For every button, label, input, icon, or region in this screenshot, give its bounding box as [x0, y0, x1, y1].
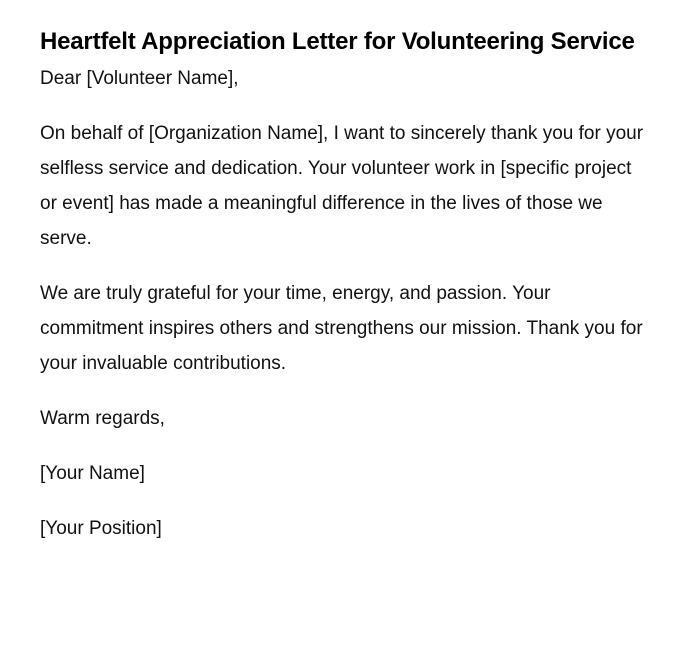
letter-paragraph-2: We are truly grateful for your time, energy, and passion. Your commitment inspires others and strengthens our mission. Thank you for your invaluable contributions. — [40, 283, 643, 374]
signature-position: [Your Position] — [40, 518, 162, 539]
letter-paragraph-1: On behalf of [Organization Name], I want to sincerely thank you for your selfless service and dedication. Your volunteer work in [specific project or event] has made a meaningful difference in the lives of those we serve. — [40, 123, 644, 249]
letter-closing: Warm regards, — [40, 408, 165, 429]
letter-title: Heartfelt Appreciation Letter for Volunteering Service — [40, 28, 635, 55]
letter-document — [40, 20, 650, 546]
signature-name: [Your Name] — [40, 463, 145, 484]
letter-salutation: Dear [Volunteer Name], — [40, 68, 239, 89]
